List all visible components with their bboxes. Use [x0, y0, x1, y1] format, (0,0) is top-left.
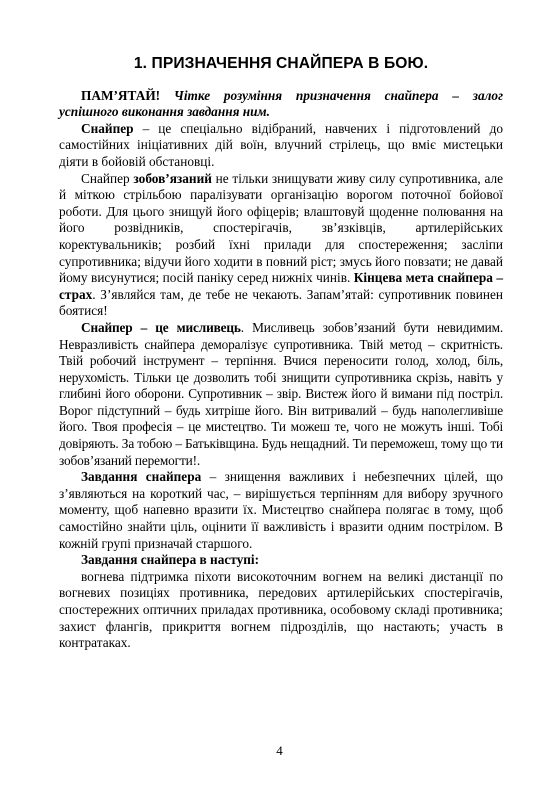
remember-paragraph [59, 88, 503, 121]
sniper-term: Снайпер [81, 120, 134, 136]
duties-bold-2: Кінцева мета снайпера – страх [59, 270, 503, 302]
page-number: 4 [276, 743, 283, 758]
duties-text-1: Снайпер [81, 170, 134, 186]
task-text: – знищення важливих і небезпечних цілей, що з’являються на короткий час, – вирішується терпінням для вибору зручного моменту, щоб напевно вразити їх. Мистецтво снайпера полягає в тому, щоб самостійно знайти ціль, оцінити її важливість і вразити одним пострілом. В кожній групі призначай старшого. [59, 469, 503, 551]
offense-text: вогнева підтримка піхоти високоточним вогнем на великі дистанції по вогневих позиціях противника, передових артилерійських спостерігачів, спостережних оптичних приладах противника, особовому складі противника; захист флангів, прикриття вогнем підрозділів, що настають; участь в контратаках. [59, 568, 503, 651]
remember-lead: ПАМ’ЯТАЙ! [81, 87, 161, 103]
sniper-definition-text: – це спеціально відібраний, навчених і підготовлений до самостійних ініціативних дій воїн, влучний стрілець, що вміє мистецьки діяти в бойовій обстановці. [59, 120, 503, 169]
task-bold: Завдання снайпера [81, 469, 202, 485]
paragraph-sniper-task [59, 469, 503, 552]
page-title: 1. ПРИЗНАЧЕННЯ СНАЙПЕРА В БОЮ. [133, 55, 429, 72]
duties-bold-1: зобов’язаний [133, 170, 212, 186]
paragraph-sniper-hunter [59, 320, 503, 469]
hunter-bold: Снайпер – це мисливець [81, 319, 241, 335]
paragraph-offense-tasks [59, 569, 503, 652]
duties-text-2: не тільки знищувати живу силу супротивника, але й міткою стрільбою паралізувати організацію ворогом поточної бойової роботи. Для цього знищуй його офіцерів; влаштовуй щоденне полювання на його розвідників, спостерігачів, зв’язківців, артилерійських коректувальників; розбий їхні прилади для спостереження; засліпи супротивника; відучи його ходити в повний ріст; змусь його повзати; не давай йому висунутися; посій паніку серед нижніх чинів. [59, 170, 503, 286]
offense-heading: Завдання снайпера в наступі: [81, 552, 260, 568]
duties-text-3: . З’являйся там, де тебе не чекають. Запам’ятай: супротивник повинен боятися! [59, 286, 503, 319]
paragraph-offense-heading [59, 552, 503, 569]
paragraph-sniper-duties [59, 171, 503, 320]
paragraph-sniper-definition [59, 121, 503, 171]
hunter-text: . Мисливець зобов’язаний бути невидимим. Невразливість снайпера деморалізує супротивника. Твій метод – скритність. Твій робочий інструмент – терпіння. Вчися переносити голод, холод, біль, нерухомість. Тільки це дозволить тобі знищити супротивника скрізь, навіть у глибині його оборони. Супротивник – звір. Вистеж його й вимани під постріл. Ворог підступний – будь хитріше його. Він витривалий – будь наполегливіше його. Твоя професія – це мистецтво. Ти можеш те, чого не можуть інші. Тобі довіряють. За тобою – Батьківщина. Будь нещадний. Ти переможеш, тому що ти зобов’язаний перемогти!. [59, 319, 504, 468]
document-page [59, 56, 503, 652]
remember-text: Чітке розуміння призначення снайпера – залог успішного виконання завдання ним. [59, 87, 503, 120]
